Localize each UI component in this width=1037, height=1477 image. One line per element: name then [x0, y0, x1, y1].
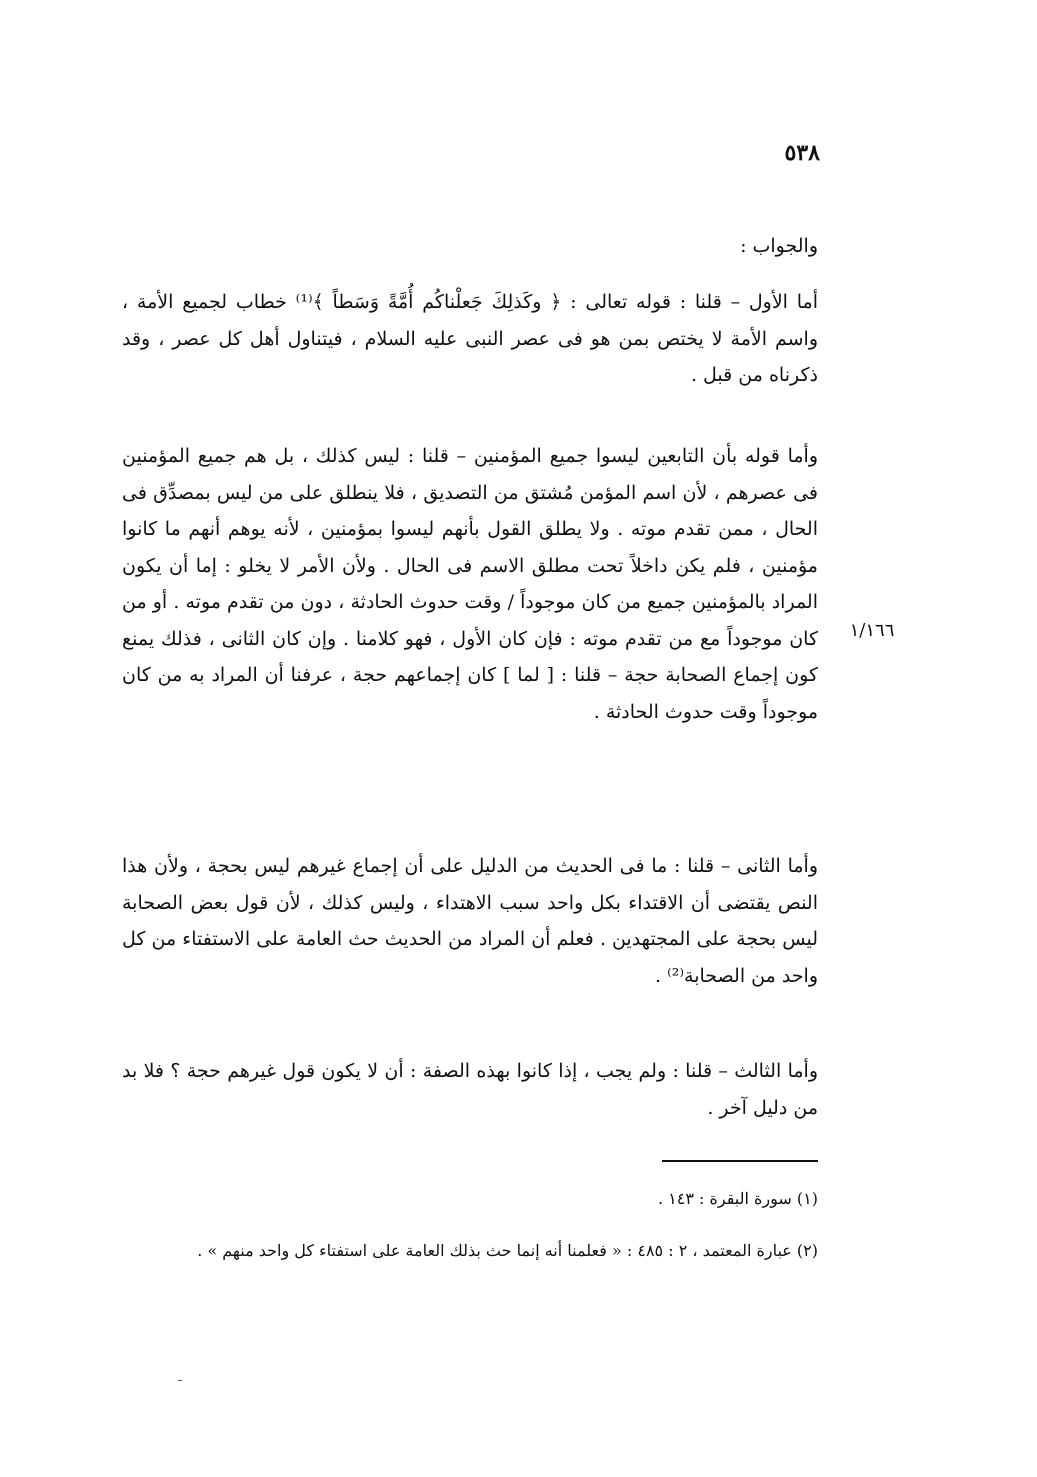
- paragraph-third-answer: وأما الثالث – قلنا : ولم يجب ، إذا كانوا بهذه الصفة : أن لا يكون قول غيرهم حجة ؟ فلا بد من دليل آخر .: [122, 1060, 818, 1119]
- scan-mark: [178, 1380, 182, 1381]
- footnote-divider: [662, 1160, 818, 1162]
- paragraph-first-answer: أما الأول – قلنا : قوله تعالى : ﴿ وكَذلِكَ جَعلْناكُم أُمَّةً وَسَطاً ﴾⁽¹⁾ خطاب لجميع الأمة ، واسم الأمة لا يختص بمن هو فى عصر النبى عليه السلام ، فيتناول أهل كل عصر ، وقد ذكرناه من قبل .: [122, 291, 819, 386]
- page-number: ٥٣٨: [784, 140, 820, 166]
- paragraph-tabiin-answer: وأما قوله بأن التابعين ليسوا جميع المؤمنين – قلنا : ليس كذلك ، بل هم جميع المؤمنين فى عصرهم ، لأن اسم المؤمن مُشتق من التصديق ، فلا ينطلق على من ليس بمصدِّق فى الحال ، ممن تقدم موته . ولا يطلق القول بأنهم ليسوا بمؤمنين ، لأنه يوهم أنهم ما كانوا مؤمنين ، فلم يكن داخلاً تحت مطلق الاسم فى الحال . ولأن الأمر لا يخلو : إما أن يكون المراد بالمؤمنين جميع من كان موجوداً / وقت حدوث الحادثة ، دون من تقدم موته . أو من كان موجوداً مع من تقدم موته : فإن كان الأول ، فهو كلامنا . وإن كان الثانى ، فذلك يمنع كون إجماع الصحابة حجة – قلنا : [ لما ] كان إجماعهم حجة ، عرفنا أن المراد به من كان موجوداً وقت حدوث الحادثة .: [122, 445, 818, 723]
- answer-heading: والجواب :: [740, 235, 818, 257]
- margin-reference: ١/١٦٦: [849, 620, 895, 641]
- paragraph-second-answer: وأما الثانى – قلنا : ما فى الحديث من الدليل على أن إجماع غيرهم ليس بحجة ، ولأن هذا النص يقتضى أن الاقتداء بكل واحد سبب الاهتداء ، وليس كذلك ، لأن قول بعض الصحابة ليس بحجة على المجتهدين . فعلم أن المراد من الحديث حث العامة على الاستفتاء من كل واحد من الصحابة⁽²⁾ .: [122, 855, 818, 987]
- footnote-1: (١) سورة البقرة : ١٤٣ .: [657, 1189, 818, 1208]
- footnote-2: (٢) عبارة المعتمد ، ٢ : ٤٨٥ : « فعلمنا أنه إنما حث بذلك العامة على استفتاء كل واحد منهم » .: [197, 1241, 818, 1260]
